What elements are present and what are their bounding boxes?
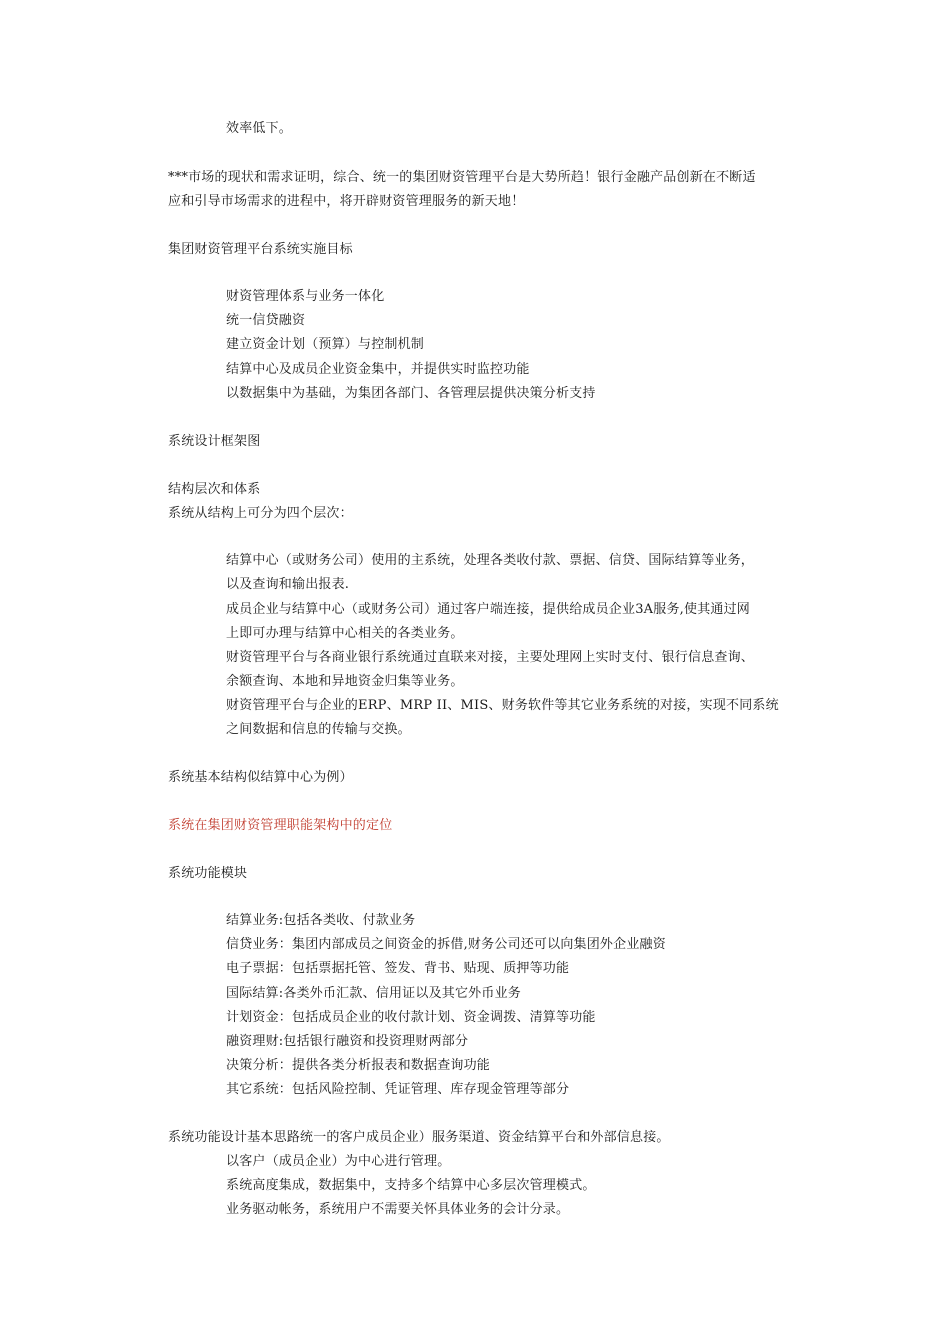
goal-item: 统一信贷融资 [226,313,306,328]
layer-line: 成员企业与结算中心（或财务公司）通过客户端连接，提供给成员企业3A服务,使其通过网 [226,602,750,617]
modules-heading: 系统功能模块 [168,866,248,881]
goal-item: 结算中心及成员企业资金集中，并提供实时监控功能 [226,362,530,377]
goal-item: 建立资金计划（预算）与控制机制 [226,337,425,352]
basic-structure-heading: 系统基本结构似结算中心为例） [168,770,353,785]
intro-tail: 效率低下。 [226,121,293,136]
layer-line: 余额查询、本地和异地资金归集等业务。 [226,674,464,689]
module-item: 计划资金：包括成员企业的收付款计划、资金调拨、清算等功能 [226,1010,596,1025]
structure-intro: 系统从结构上可分为四个层次： [168,506,353,521]
module-item: 融资理财:包括银行融资和投资理财两部分 [226,1034,469,1049]
module-item: 结算业务:包括各类收、付款业务 [226,913,416,928]
design-heading: 系统功能设计基本思路统一的客户成员企业）服务渠道、资金结算平台和外部信息接。 [168,1130,670,1145]
module-item: 电子票据：包括票据托管、签发、背书、贴现、质押等功能 [226,961,570,976]
market-para-line-2: 应和引导市场需求的进程中，将开辟财资管理服务的新天地！ [168,194,525,209]
design-point: 以客户（成员企业）为中心进行管理。 [226,1154,451,1169]
module-item: 国际结算:各类外币汇款、信用证以及其它外币业务 [226,986,521,1001]
layer-line: 财资管理平台与各商业银行系统通过直联来对接，主要处理网上实时支付、银行信息查询、 [226,650,755,665]
framework-heading: 系统设计框架图 [168,434,261,449]
goals-heading: 集团财资管理平台系统实施目标 [168,242,353,257]
market-para-line-1: ***市场的现状和需求证明，综合、统一的集团财资管理平台是大势所趋！银行金融产品创新在不断适 [168,170,756,185]
layer-line: 财资管理平台与企业的ERP、MRP II、MIS、财务软件等其它业务系统的对接，实现不同系统 [226,698,779,713]
layer-line: 结算中心（或财务公司）使用的主系统，处理各类收付款、票据、信贷、国际结算等业务， [226,553,755,568]
module-item: 信贷业务：集团内部成员之间资金的拆借,财务公司还可以向集团外企业融资 [226,937,666,952]
positioning-link[interactable]: 系统在集团财资管理职能架构中的定位 [168,818,393,833]
layer-line: 以及查询和输出报表. [226,577,350,592]
structure-heading: 结构层次和体系 [168,482,261,497]
goal-item: 以数据集中为基础，为集团各部门、各管理层提供决策分析支持 [226,386,596,401]
design-point: 业务驱动帐务，系统用户不需要关怀具体业务的会计分录。 [226,1202,570,1217]
layer-line: 之间数据和信息的传输与交换。 [226,722,411,737]
module-item: 其它系统：包括风险控制、凭证管理、库存现金管理等部分 [226,1082,570,1097]
goal-item: 财资管理体系与业务一体化 [226,289,385,304]
module-item: 决策分析：提供各类分析报表和数据查询功能 [226,1058,491,1073]
layer-line: 上即可办理与结算中心相关的各类业务。 [226,626,464,641]
design-point: 系统高度集成，数据集中，支持多个结算中心多层次管理模式。 [226,1178,596,1193]
